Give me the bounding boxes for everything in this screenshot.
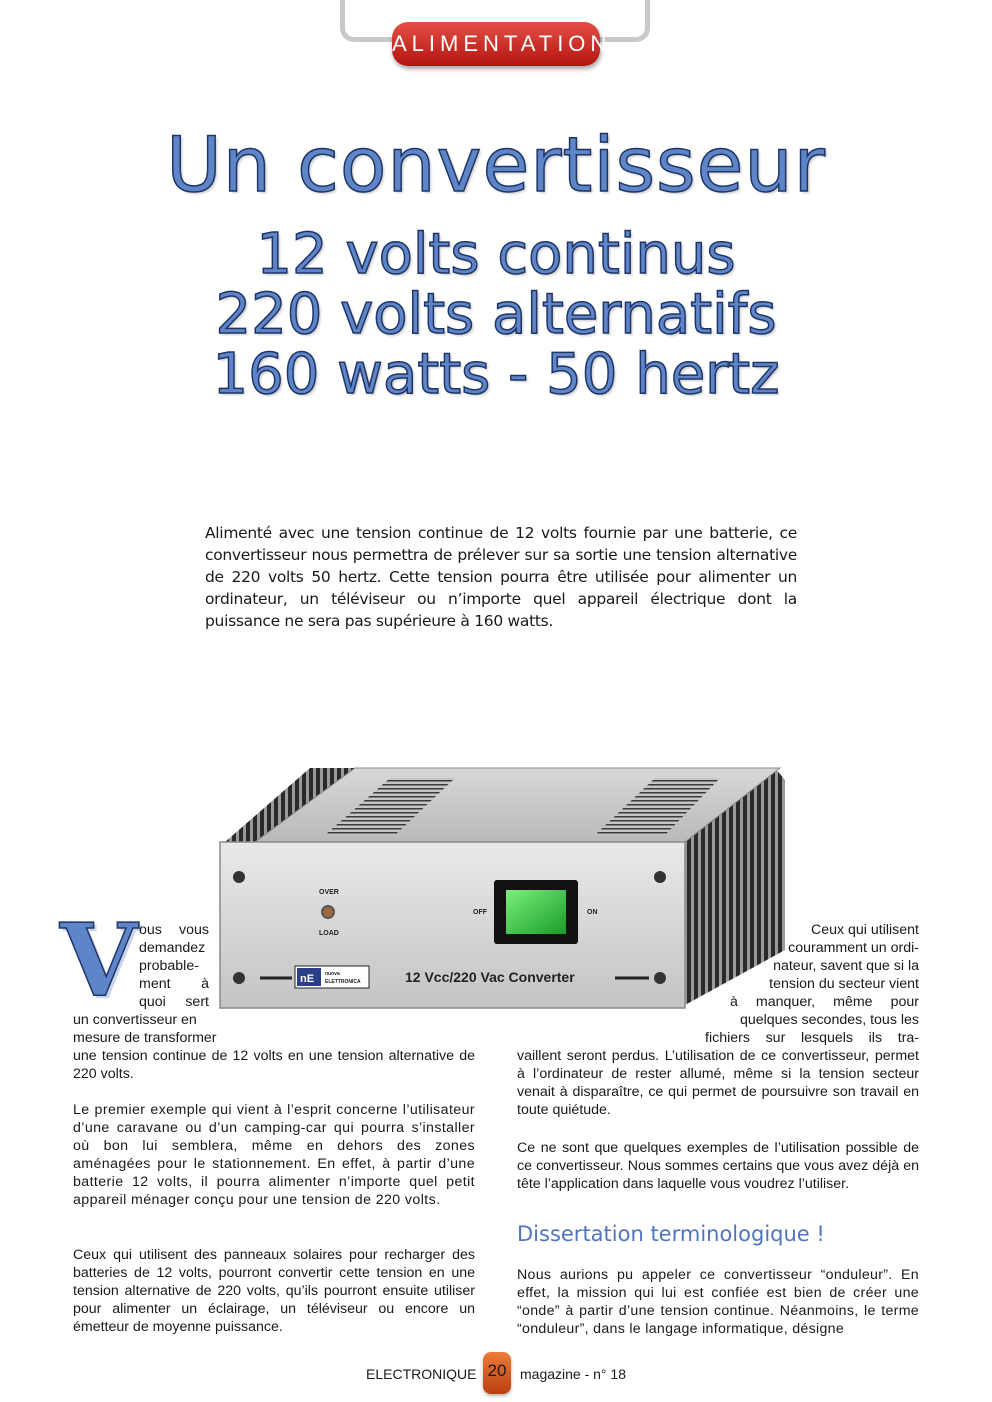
right-wrap-line-6: quelques secondes, tous les	[739, 1012, 919, 1028]
screw-icon	[233, 871, 245, 883]
right-wrap-line-5: à manquer, même pour	[730, 994, 919, 1010]
left-paragraph-2: Le premier exemple qui vient à l’esprit concerne l’utilisateur d’une caravane ou d’un camping-car qui pourra s’installer où bon lui semblera, même en dehors des zones aménagées pour le stationnement. En effet, à partir d’une batterie 12 volts, il pourra alimenter n’importe quel petit appareil ménager conçu pour une tension de 220 volts.	[73, 1102, 475, 1208]
screw-icon	[654, 972, 666, 984]
subtitle-line-1: 12 volts continus	[256, 222, 736, 287]
footer-issue: magazine - n° 18	[520, 1366, 626, 1382]
over-label: OVER	[319, 889, 339, 896]
right-paragraph-2: Ce ne sont que quelques exemples de l’utilisation possible de ce convertisseur. Nous sommes certains que vous avez déjà en tête l’application dans laquelle vous voudrez l’utiliser.	[517, 1140, 919, 1192]
left-wrap-line-5: quoi sert	[139, 994, 209, 1010]
left-wrap-line-6: un convertisseur en	[73, 1012, 197, 1028]
brand-logo: nE	[300, 973, 315, 985]
intro-paragraph: Alimenté avec une tension continue de 12 volts fournie par une batterie, ce convertisseur nous permettra de prélever sur sa sortie une tension alternative de 220 volts 50 hertz. Cette tension pourra être utilisée pour alimenter un ordinateur, un téléviseur ou n’importe quel appareil électrique dont la puissance ne sera pas supérieure à 160 watts.	[205, 524, 797, 630]
left-wrap-line-2: demandez	[139, 940, 206, 956]
screw-icon	[233, 972, 245, 984]
right-paragraph-1: vaillent seront perdus. L’utilisation de ce convertisseur, permet à l’ordinateur de rester allumé, même si la tension secteur venait à disparaître, ce qui permet de poursuivre son travail en toute quiétude.	[517, 1048, 919, 1118]
left-wrap-line-1: ous vous	[139, 922, 209, 938]
right-wrap-line-7: fichiers sur lesquels ils tra-	[705, 1030, 919, 1046]
subtitle-line-3: 160 watts - 50 hertz	[212, 342, 780, 407]
left-wrap-line-4: ment à	[139, 976, 209, 992]
left-wrap-line-3: probable-	[139, 958, 199, 974]
right-wrap-line-2: couramment un ordi-	[788, 940, 919, 956]
on-label: ON	[587, 909, 598, 916]
page-number: 20	[483, 1352, 511, 1394]
screw-icon	[654, 871, 666, 883]
brand-line-2: ELETTRONICA	[325, 979, 361, 985]
model-label: 12 Vcc/220 Vac Converter	[405, 969, 575, 985]
footer-magazine-name: ELECTRONIQUE	[366, 1366, 477, 1382]
off-label: OFF	[473, 909, 487, 916]
article-title: Un convertisseur	[166, 120, 826, 209]
converter-photo	[215, 750, 785, 1020]
left-wrap-line-7: mesure de transformer	[73, 1030, 217, 1046]
section-rubric: ALIMENTATION	[392, 22, 600, 66]
right-wrap-line-1: Ceux qui utilisent	[810, 922, 919, 938]
right-wrap-line-3: nateur, savent que si la	[773, 958, 919, 974]
brand-line-1: nuova	[325, 971, 340, 977]
right-paragraph-3: Nous aurions pu appeler ce convertisseur “onduleur”. En effet, la mission qui lui est confiée est bien de créer une “onde” à partir d’une tension continue. Néanmoins, le terme “onduleur”, dans le langage informatique, désigne	[517, 1267, 919, 1337]
drop-cap: V	[60, 901, 138, 1019]
right-wrap-line-4: tension du secteur vient	[769, 976, 919, 992]
load-label: LOAD	[319, 930, 339, 937]
subtitle-line-2: 220 volts alternatifs	[215, 282, 777, 347]
power-switch-icon	[506, 890, 566, 934]
left-paragraph-1: une tension continue de 12 volts en une tension alternative de 220 volts.	[73, 1048, 475, 1082]
overload-led-icon	[322, 906, 334, 918]
left-paragraph-3: Ceux qui utilisent des panneaux solaires pour recharger des batteries de 12 volts, pourront convertir cette tension en une tension alternative de 220 volts, qu’ils pourront ensuite utiliser pour alimenter un éclairage, un téléviseur ou encore un émetteur de moyenne puissance.	[73, 1247, 475, 1335]
section-heading: Dissertation terminologique !	[517, 1222, 825, 1246]
